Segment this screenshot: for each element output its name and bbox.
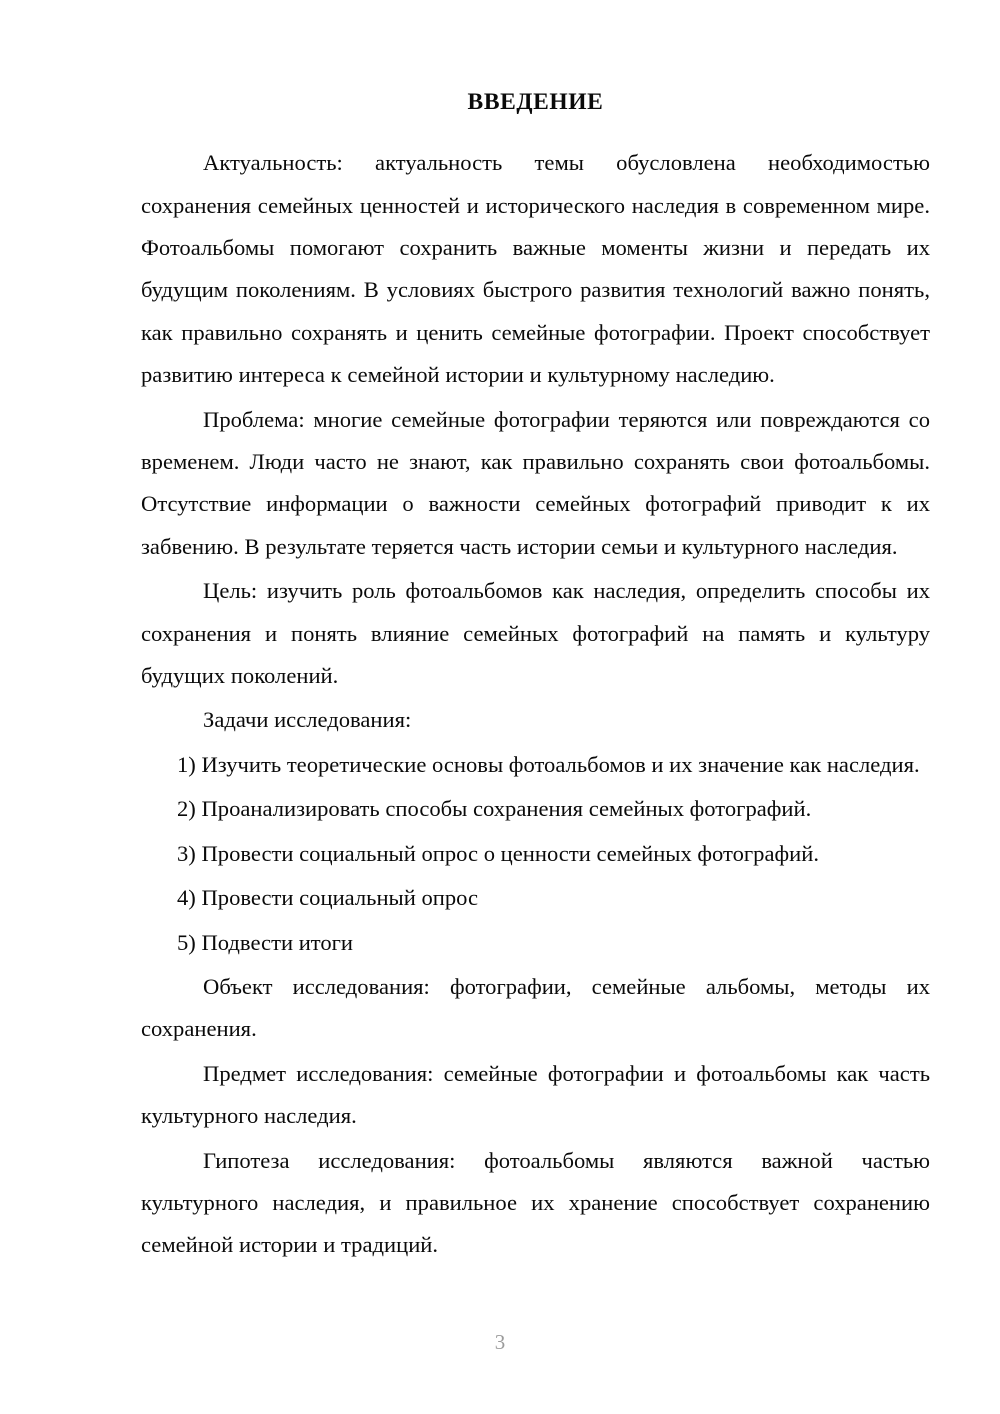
list-item: 3) Провести социальный опрос о ценности семейных фотографий.: [177, 840, 819, 866]
page-number: 3: [494, 1330, 506, 1354]
list-item: 1) Изучить теоретические основы фотоальбомов и их значение как наследия.: [177, 751, 920, 777]
paragraph-object: Объект исследования: фотографии, семейные альбомы, методы их сохранения.: [141, 973, 930, 1042]
tasks-heading: Задачи исследования:: [203, 707, 412, 733]
list-item: 2) Проанализировать способы сохранения семейных фотографий.: [177, 796, 812, 822]
page-content: [141, 88, 930, 1269]
paragraph-subject: Предмет исследования: семейные фотографии и фотоальбомы как часть культурного наследия.: [141, 1060, 930, 1129]
list-item: 4) Провести социальный опрос: [177, 885, 479, 911]
list-item: 5) Подвести итоги: [177, 929, 354, 955]
paragraph-goal: Цель: изучить роль фотоальбомов как наследия, определить способы их сохранения и понять влияние семейных фотографий на память и культуру будущих поколений.: [141, 578, 930, 689]
page-title: ВВЕДЕНИЕ: [467, 89, 604, 115]
paragraph-relevance: Актуальность: актуальность темы обусловлена необходимостью сохранения семейных ценностей и исторического наследия в современном мире. Фотоальбомы помогают сохранить важные моменты жизни и передать их будущим поколениям. В условиях быстрого развития технологий важно понять, как правильно сохранять и ценить семейные фотографии. Проект способствует развитию интереса к семейной истории и культурному наследию.: [141, 150, 930, 388]
paragraph-hypothesis: Гипотеза исследования: фотоальбомы являются важной частью культурного наследия, и правильное их хранение способствует сохранению семейной истории и традиций.: [141, 1147, 930, 1258]
paragraph-problem: Проблема: многие семейные фотографии теряются или повреждаются со временем. Люди часто не знают, как правильно сохранять свои фотоальбомы. Отсутствие информации о важности семейных фотографий приводит к их забвению. В результате теряется часть истории семьи и культурного наследия.: [141, 406, 930, 559]
